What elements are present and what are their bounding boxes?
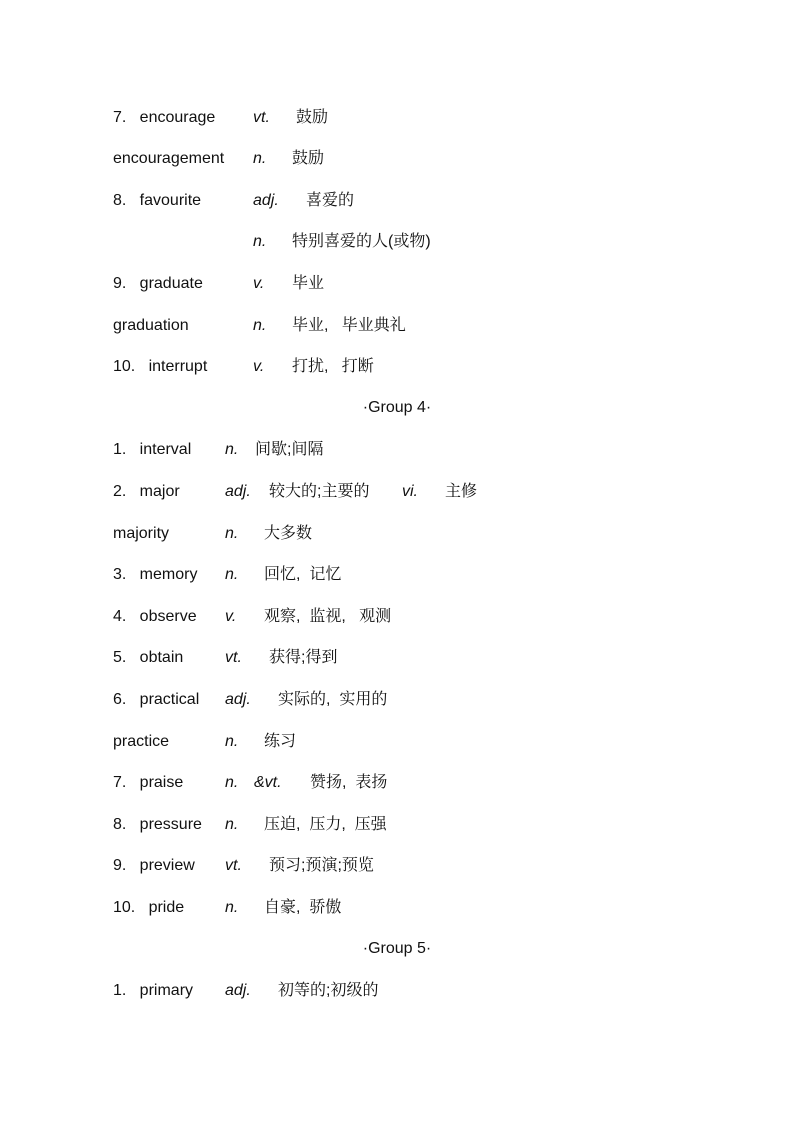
entry-pos-secondary: vi.	[402, 483, 418, 500]
vocab-entry	[0, 189, 794, 213]
entry-meaning: 压迫, 压力, 压强	[264, 816, 387, 833]
entry-word: 6. practical	[113, 691, 200, 708]
vocab-entry	[0, 272, 794, 296]
vocab-entry	[0, 106, 794, 130]
entry-pos: v.	[253, 275, 265, 292]
entry-meaning: 喜爱的	[306, 192, 355, 209]
entry-word: graduation	[113, 317, 189, 334]
entry-word: 10. interrupt	[113, 358, 208, 375]
vocab-entry	[0, 896, 794, 920]
entry-meaning: 打扰, 打断	[292, 358, 374, 375]
entry-pos: n.	[225, 566, 239, 583]
entry-meaning: 自豪, 骄傲	[264, 899, 342, 916]
vocab-entry	[0, 813, 794, 837]
entry-word: 7. praise	[113, 774, 184, 791]
entry-word: 3. memory	[113, 566, 198, 583]
group-title: ·Group 4·	[362, 399, 432, 416]
entry-meaning: 初等的;初级的	[278, 982, 379, 999]
entry-meaning: 间歇;间隔	[255, 441, 324, 458]
entry-pos: n.	[225, 774, 239, 791]
entry-word: 9. graduate	[113, 275, 203, 292]
vocab-entry	[0, 979, 794, 1003]
entry-meaning: 赞扬, 表扬	[310, 774, 388, 791]
entry-meaning: 实际的, 实用的	[278, 691, 388, 708]
vocab-entry	[0, 854, 794, 878]
entry-pos: n.	[225, 899, 239, 916]
entry-word: 10. pride	[113, 899, 185, 916]
vocab-entry	[0, 230, 794, 254]
entry-meaning: 鼓励	[296, 109, 329, 126]
entry-meaning: 毕业	[292, 275, 325, 292]
entry-word: 1. interval	[113, 441, 192, 458]
entry-pos: n.	[225, 441, 239, 458]
group-title: ·Group 5·	[362, 940, 432, 957]
entry-pos: adj.	[225, 691, 251, 708]
entry-pos: vt.	[225, 857, 242, 874]
entry-meaning: 练习	[264, 733, 297, 750]
entry-meaning: 较大的;主要的	[269, 483, 370, 500]
entry-pos: n.	[225, 525, 239, 542]
entry-pos: n.	[225, 816, 239, 833]
entry-meaning: 毕业, 毕业典礼	[292, 317, 406, 334]
entry-word: practice	[113, 733, 170, 750]
entry-pos: v.	[225, 608, 237, 625]
entry-word: majority	[113, 525, 170, 542]
entry-pos: vt.	[225, 649, 242, 666]
entry-meaning: 获得;得到	[269, 649, 338, 666]
entry-pos: n.	[225, 733, 239, 750]
entry-meaning: 回忆, 记忆	[264, 566, 342, 583]
entry-meaning: 预习;预演;预览	[269, 857, 374, 874]
entry-pos-secondary: &vt.	[254, 774, 282, 791]
vocab-entry	[0, 438, 794, 462]
entry-word: encouragement	[113, 150, 225, 167]
entry-pos: n.	[253, 150, 267, 167]
entry-word: 8. favourite	[113, 192, 202, 209]
entry-word: 4. observe	[113, 608, 197, 625]
vocab-entry	[0, 771, 794, 795]
entry-meaning: 大多数	[264, 525, 313, 542]
entry-word: 1. primary	[113, 982, 194, 999]
vocab-entry	[0, 563, 794, 587]
entry-pos: adj.	[253, 192, 279, 209]
vocab-entry	[0, 688, 794, 712]
vocab-entry	[0, 646, 794, 670]
entry-meaning-secondary: 主修	[445, 483, 478, 500]
entry-word: 7. encourage	[113, 109, 216, 126]
entry-word: 5. obtain	[113, 649, 184, 666]
entry-word: 2. major	[113, 483, 180, 500]
entry-meaning: 观察, 监视, 观测	[264, 608, 392, 625]
vocab-entry	[0, 480, 794, 504]
entry-pos: vt.	[253, 109, 270, 126]
entry-pos: adj.	[225, 483, 251, 500]
vocab-entry	[0, 355, 794, 379]
entry-pos: adj.	[225, 982, 251, 999]
entry-pos: n.	[253, 233, 267, 250]
vocab-entry	[0, 605, 794, 629]
vocab-entry	[0, 147, 794, 171]
entry-word: 8. pressure	[113, 816, 202, 833]
entry-meaning: 特别喜爱的人(或物)	[292, 233, 431, 250]
vocab-entry	[0, 522, 794, 546]
vocab-entry	[0, 730, 794, 754]
vocab-entry	[0, 314, 794, 338]
entry-pos: v.	[253, 358, 265, 375]
entry-pos: n.	[253, 317, 267, 334]
entry-word: 9. preview	[113, 857, 195, 874]
entry-meaning: 鼓励	[292, 150, 325, 167]
